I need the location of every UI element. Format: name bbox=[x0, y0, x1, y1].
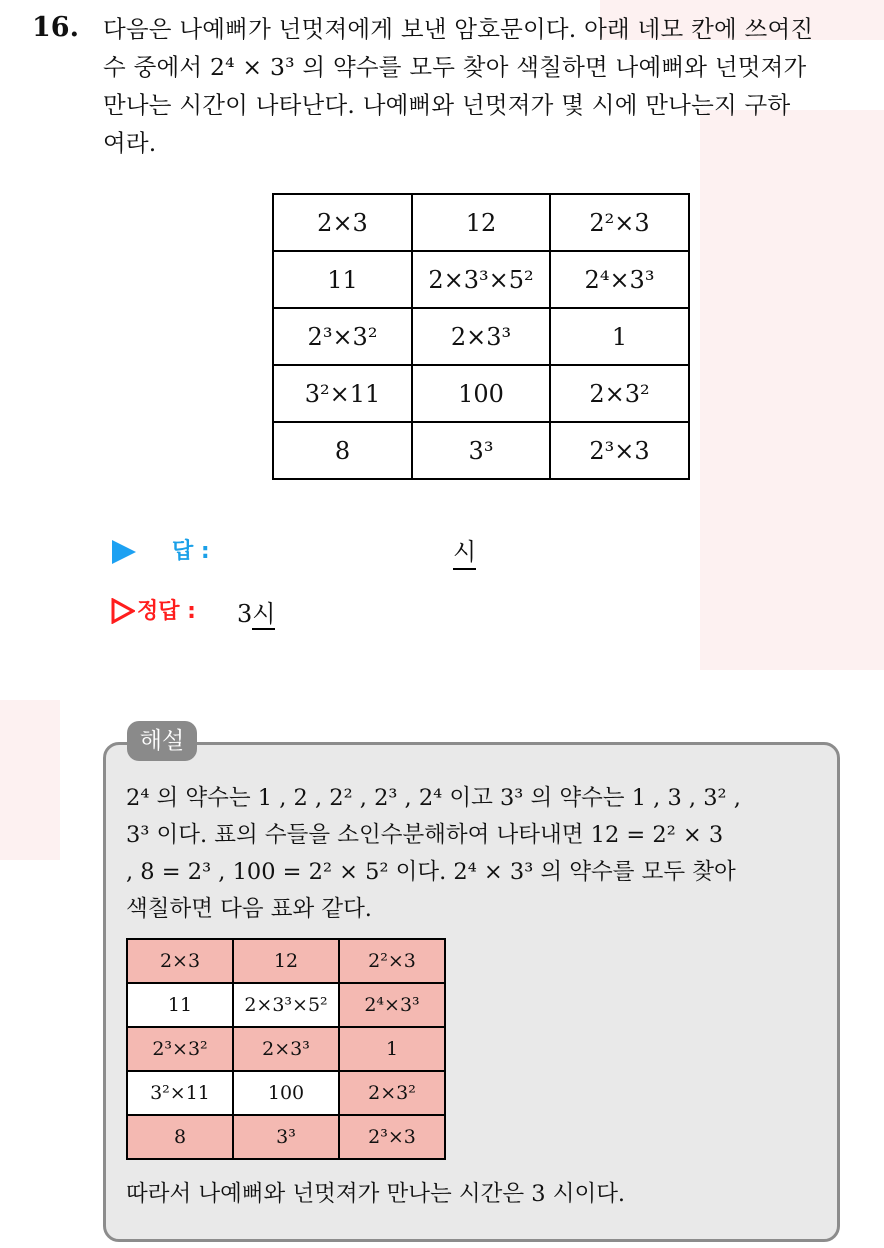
table-cell: 12 bbox=[412, 194, 550, 251]
correct-answer-value bbox=[237, 594, 275, 629]
table-cell: 3³ bbox=[412, 422, 550, 479]
table-row bbox=[273, 422, 689, 479]
answer-label: 답 : bbox=[172, 539, 210, 564]
table-cell: 2×3 bbox=[273, 194, 412, 251]
table-cell: 3²×11 bbox=[273, 365, 412, 422]
table-row bbox=[273, 308, 689, 365]
table-cell: 2²×3 bbox=[550, 194, 689, 251]
table-row bbox=[127, 1027, 445, 1071]
colored-cell: 2×3 bbox=[127, 939, 233, 983]
explanation-line: 색칠하면 다음 표와 같다. bbox=[126, 896, 372, 922]
colored-cell: 2³×3² bbox=[127, 1027, 233, 1071]
explanation-conclusion: 따라서 나예뻐와 넌멋져가 만나는 시간은 3 시이다. bbox=[126, 1181, 626, 1207]
cipher-table bbox=[272, 193, 690, 480]
outline-triangle-icon bbox=[111, 598, 135, 624]
colored-cell: 8 bbox=[127, 1115, 233, 1159]
table-cell: 2×3² bbox=[550, 365, 689, 422]
question-number: 16. bbox=[32, 12, 79, 43]
explanation-line: , 8 = 2³ , 100 = 2² × 5² 이다. 2⁴ × 3³ 의 약수를 모두 찾아 bbox=[126, 859, 736, 885]
table-cell: 2×3³ bbox=[412, 308, 550, 365]
background-blotch bbox=[0, 700, 60, 860]
question-line: 여라. bbox=[103, 129, 157, 157]
explanation-tab: 해설 bbox=[127, 721, 197, 761]
colored-cell: 1 bbox=[339, 1027, 445, 1071]
question-line: 수 중에서 2⁴ × 3³ 의 약수를 모두 찾아 색칠하면 나예뻐와 넌멋져가 bbox=[103, 53, 807, 81]
correct-answer-unit: 시 bbox=[252, 600, 276, 628]
table-row bbox=[273, 194, 689, 251]
question-text bbox=[103, 10, 873, 162]
explanation-line: 3³ 이다. 표의 수들을 소인수분해하여 나타내면 12 = 2² × 3 bbox=[126, 822, 724, 848]
table-row bbox=[127, 939, 445, 983]
table-cell: 1 bbox=[550, 308, 689, 365]
colored-table bbox=[126, 938, 446, 1160]
correct-answer-label: 정답 : bbox=[137, 599, 196, 624]
table-cell: 100 bbox=[412, 365, 550, 422]
colored-cell: 2³×3 bbox=[339, 1115, 445, 1159]
table-cell: 2⁴×3³ bbox=[550, 251, 689, 308]
answer-unit-blank: 시 bbox=[453, 532, 476, 570]
colored-cell: 2×3³ bbox=[233, 1027, 339, 1071]
table-row bbox=[127, 1071, 445, 1115]
table-cell: 2³×3² bbox=[273, 308, 412, 365]
colored-cell: 2×3² bbox=[339, 1071, 445, 1115]
question-line: 만나는 시간이 나타난다. 나예뻐와 넌멋져가 몇 시에 만나는지 구하 bbox=[103, 91, 791, 119]
plain-cell: 3²×11 bbox=[127, 1071, 233, 1115]
table-cell: 11 bbox=[273, 251, 412, 308]
plain-cell: 2×3³×5² bbox=[233, 983, 339, 1027]
table-cell: 2³×3 bbox=[550, 422, 689, 479]
colored-cell: 2²×3 bbox=[339, 939, 445, 983]
table-row bbox=[127, 983, 445, 1027]
plain-cell: 11 bbox=[127, 983, 233, 1027]
explanation-line: 2⁴ 의 약수는 1 , 2 , 2² , 2³ , 2⁴ 이고 3³ 의 약수는 1 , 3 , 3² , bbox=[126, 785, 741, 811]
colored-cell: 2⁴×3³ bbox=[339, 983, 445, 1027]
question-line: 다음은 나예뻐가 넌멋져에게 보낸 암호문이다. 아래 네모 칸에 쓰여진 bbox=[103, 15, 814, 43]
correct-answer-number: 3 bbox=[237, 600, 253, 628]
table-cell: 2×3³×5² bbox=[412, 251, 550, 308]
play-triangle-icon bbox=[112, 540, 136, 564]
table-row bbox=[127, 1115, 445, 1159]
colored-cell: 12 bbox=[233, 939, 339, 983]
table-cell: 8 bbox=[273, 422, 412, 479]
colored-cell: 3³ bbox=[233, 1115, 339, 1159]
table-row bbox=[273, 365, 689, 422]
explanation-text bbox=[126, 780, 836, 928]
table-row bbox=[273, 251, 689, 308]
plain-cell: 100 bbox=[233, 1071, 339, 1115]
background-blotch bbox=[700, 110, 884, 670]
